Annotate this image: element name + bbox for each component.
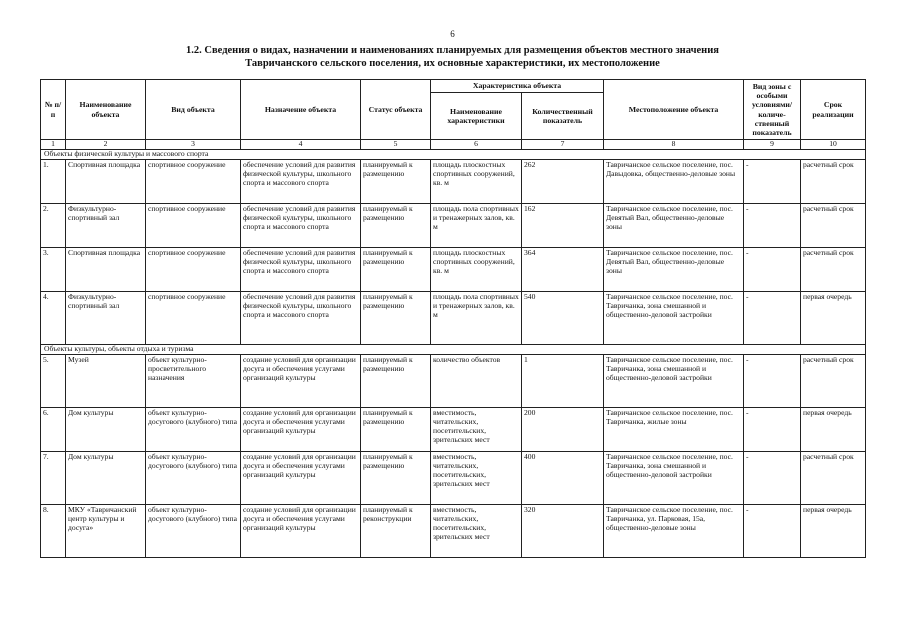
cell-char-name: площадь пола спортивных и тренажерных залов, кв. м bbox=[431, 292, 522, 345]
cell-name: Физкультурно-спортивный зал bbox=[66, 204, 146, 248]
cell-name: Спортивная площадка bbox=[66, 248, 146, 292]
cell-zone: - bbox=[744, 248, 801, 292]
cell-location: Тавричанское сельское поселение, пос. Тавричанка, зона смешанной и общественно-деловой застройки bbox=[604, 355, 744, 408]
table-body bbox=[41, 140, 866, 558]
header-name: Наименование объекта bbox=[66, 80, 146, 140]
cell-term: первая очередь bbox=[801, 505, 866, 558]
cell-zone: - bbox=[744, 160, 801, 204]
column-number: 9 bbox=[744, 140, 801, 150]
cell-char-value: 1 bbox=[522, 355, 604, 408]
cell-status: планируемый к размещению bbox=[361, 452, 431, 505]
cell-status: планируемый к размещению bbox=[361, 292, 431, 345]
cell-name: Физкультурно-спортивный зал bbox=[66, 292, 146, 345]
cell-status: планируемый к размещению bbox=[361, 408, 431, 452]
header-char-value: Количественный показатель bbox=[522, 93, 604, 140]
cell-type: спортивное сооружение bbox=[146, 160, 241, 204]
cell-location: Тавричанское сельское поселение, пос. Девятый Вал, общественно-деловые зоны bbox=[604, 204, 744, 248]
cell-term: расчетный срок bbox=[801, 160, 866, 204]
cell-type: спортивное сооружение bbox=[146, 204, 241, 248]
page-number: 6 bbox=[450, 29, 455, 39]
cell-name: Дом культуры bbox=[66, 452, 146, 505]
section-row bbox=[41, 345, 866, 355]
header-term: Срок реализации bbox=[801, 80, 866, 140]
cell-char-value: 364 bbox=[522, 248, 604, 292]
cell-term: расчетный срок bbox=[801, 355, 866, 408]
column-number: 10 bbox=[801, 140, 866, 150]
column-number: 8 bbox=[604, 140, 744, 150]
cell-purpose: создание условий для организации досуга и обеспечения услугами организаций культуры bbox=[241, 452, 361, 505]
cell-char-name: площадь плоскостных спортивных сооружений, кв. м bbox=[431, 160, 522, 204]
cell-location: Тавричанское сельское поселение, пос. Тавричанка, зона смешанной и общественно-деловой застройки bbox=[604, 452, 744, 505]
cell-status: планируемый к размещению bbox=[361, 160, 431, 204]
cell-purpose: обеспечение условий для развития физической культуры, школьного спорта и массового спорта bbox=[241, 204, 361, 248]
cell-zone: - bbox=[744, 505, 801, 558]
cell-num: 1. bbox=[41, 160, 66, 204]
cell-char-value: 162 bbox=[522, 204, 604, 248]
cell-type: объект культурно-досугового (клубного) типа bbox=[146, 452, 241, 505]
section-row bbox=[41, 150, 866, 160]
table-row bbox=[41, 505, 866, 558]
cell-purpose: создание условий для организации досуга и обеспечения услугами организаций культуры bbox=[241, 505, 361, 558]
cell-purpose: обеспечение условий для развития физической культуры, школьного спорта и массового спорта bbox=[241, 248, 361, 292]
cell-purpose: создание условий для организации досуга и обеспечения услугами организаций культуры bbox=[241, 355, 361, 408]
cell-char-name: количество объектов bbox=[431, 355, 522, 408]
cell-status: планируемый к реконструкции bbox=[361, 505, 431, 558]
cell-type: объект культурно-досугового (клубного) типа bbox=[146, 505, 241, 558]
cell-status: планируемый к размещению bbox=[361, 248, 431, 292]
objects-table bbox=[40, 79, 866, 558]
table-row bbox=[41, 248, 866, 292]
column-number: 3 bbox=[146, 140, 241, 150]
cell-type: спортивное сооружение bbox=[146, 292, 241, 345]
cell-char-name: вместимость, читательских, посетительских, зрительских мест bbox=[431, 408, 522, 452]
cell-purpose: создание условий для организации досуга и обеспечения услугами организаций культуры bbox=[241, 408, 361, 452]
table-row bbox=[41, 355, 866, 408]
cell-zone: - bbox=[744, 408, 801, 452]
section-title: Объекты физической культуры и массового спорта bbox=[41, 150, 866, 160]
header-type: Вид объекта bbox=[146, 80, 241, 140]
cell-num: 6. bbox=[41, 408, 66, 452]
cell-char-value: 262 bbox=[522, 160, 604, 204]
table-row bbox=[41, 452, 866, 505]
table-row bbox=[41, 160, 866, 204]
table-row bbox=[41, 408, 866, 452]
cell-name: Музей bbox=[66, 355, 146, 408]
header-status: Статус объекта bbox=[361, 80, 431, 140]
cell-location: Тавричанское сельское поселение, пос. Тавричанка, жилые зоны bbox=[604, 408, 744, 452]
cell-char-value: 200 bbox=[522, 408, 604, 452]
section-title: Объекты культуры, объекты отдыха и туризма bbox=[41, 345, 866, 355]
cell-term: первая очередь bbox=[801, 292, 866, 345]
cell-name: Дом культуры bbox=[66, 408, 146, 452]
header-char-group: Характеристика объекта bbox=[431, 80, 604, 93]
table-row bbox=[41, 292, 866, 345]
header-char-name: Наименование характеристики bbox=[431, 93, 522, 140]
cell-purpose: обеспечение условий для развития физической культуры, школьного спорта и массового спорта bbox=[241, 160, 361, 204]
cell-location: Тавричанское сельское поселение, пос. Давыдовка, общественно-деловые зоны bbox=[604, 160, 744, 204]
cell-type: спортивное сооружение bbox=[146, 248, 241, 292]
cell-char-value: 400 bbox=[522, 452, 604, 505]
cell-num: 5. bbox=[41, 355, 66, 408]
cell-name: МКУ «Тавричанский центр культуры и досуга» bbox=[66, 505, 146, 558]
header-purpose: Назначение объекта bbox=[241, 80, 361, 140]
cell-num: 8. bbox=[41, 505, 66, 558]
cell-name: Спортивная площадка bbox=[66, 160, 146, 204]
column-number-row bbox=[41, 140, 866, 150]
table-row bbox=[41, 204, 866, 248]
cell-term: расчетный срок bbox=[801, 248, 866, 292]
cell-term: расчетный срок bbox=[801, 204, 866, 248]
cell-num: 4. bbox=[41, 292, 66, 345]
cell-status: планируемый к размещению bbox=[361, 204, 431, 248]
cell-location: Тавричанское сельское поселение, пос. Девятый Вал, общественно-деловые зоны bbox=[604, 248, 744, 292]
cell-location: Тавричанское сельское поселение, пос. Тавричанка, ул. Парковая, 15а, общественно-деловые зоны bbox=[604, 505, 744, 558]
cell-status: планируемый к размещению bbox=[361, 355, 431, 408]
cell-term: расчетный срок bbox=[801, 452, 866, 505]
cell-num: 7. bbox=[41, 452, 66, 505]
cell-zone: - bbox=[744, 204, 801, 248]
document-title bbox=[40, 44, 865, 70]
cell-num: 3. bbox=[41, 248, 66, 292]
cell-char-name: вместимость, читательских, посетительских, зрительских мест bbox=[431, 505, 522, 558]
cell-num: 2. bbox=[41, 204, 66, 248]
cell-char-value: 540 bbox=[522, 292, 604, 345]
column-number: 2 bbox=[66, 140, 146, 150]
cell-char-value: 320 bbox=[522, 505, 604, 558]
cell-zone: - bbox=[744, 292, 801, 345]
column-number: 7 bbox=[522, 140, 604, 150]
column-number: 1 bbox=[41, 140, 66, 150]
cell-zone: - bbox=[744, 355, 801, 408]
cell-type: объект культурно-просветительного назначения bbox=[146, 355, 241, 408]
header-zone: Вид зоны с особыми условиями/ количе-ственный показатель bbox=[744, 80, 801, 140]
cell-char-name: площадь пола спортивных и тренажерных залов, кв. м bbox=[431, 204, 522, 248]
title-line-1: 1.2. Сведения о видах, назначении и наименованиях планируемых для размещения объектов местного значения bbox=[186, 45, 719, 56]
column-number: 6 bbox=[431, 140, 522, 150]
cell-term: первая очередь bbox=[801, 408, 866, 452]
column-number: 5 bbox=[361, 140, 431, 150]
cell-char-name: вместимость, читательских, посетительских, зрительских мест bbox=[431, 452, 522, 505]
column-number: 4 bbox=[241, 140, 361, 150]
cell-char-name: площадь плоскостных спортивных сооружений, кв. м bbox=[431, 248, 522, 292]
cell-type: объект культурно-досугового (клубного) типа bbox=[146, 408, 241, 452]
header-location: Местоположение объекта bbox=[604, 80, 744, 140]
cell-location: Тавричанское сельское поселение, пос. Тавричанка, зона смешанной и общественно-деловой застройки bbox=[604, 292, 744, 345]
cell-purpose: обеспечение условий для развития физической культуры, школьного спорта и массового спорта bbox=[241, 292, 361, 345]
cell-zone: - bbox=[744, 452, 801, 505]
title-line-2: Тавричанского сельского поселения, их основные характеристики, их местоположение bbox=[245, 58, 660, 69]
header-num: № п/п bbox=[41, 80, 66, 140]
